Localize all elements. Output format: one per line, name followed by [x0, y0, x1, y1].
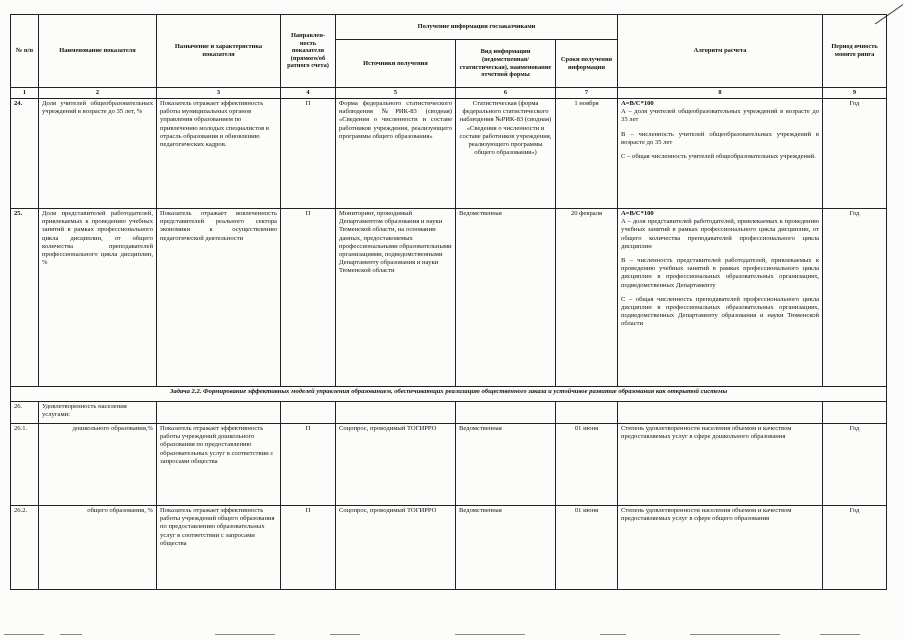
calc-algorithm [618, 99, 823, 209]
info-term: 01 июня [556, 506, 618, 590]
column-number: 1 [11, 88, 39, 99]
indicators-table [10, 14, 887, 590]
indicator-name: Удовлетворенность населения услугами: [39, 402, 157, 424]
algorithm-formula: А=В/С*100 [621, 210, 654, 217]
empty-cell [618, 402, 823, 424]
monitoring-period: Год [823, 99, 887, 209]
indicator-name: Доля представителей работодателей, привлекаемых к проведению учебных занятий в рамках профессионального цикла дисциплин, от общего количества преподавателей профессионального цикла дисциплин, % [39, 209, 157, 387]
column-number: 5 [336, 88, 456, 99]
table-row [11, 506, 887, 590]
column-number-row [11, 88, 887, 99]
algorithm-formula: А=В/С*100 [621, 100, 654, 107]
indicator-direction: П [281, 99, 336, 209]
indicator-purpose: Показатель отражает эффективность работы муниципальных органов управления образованием по привлечению молодых специалистов в отрасль образования и обновлению педагогических кадров. [157, 99, 281, 209]
info-type: Ведомственная [456, 506, 556, 590]
info-source: Соцопрос, проводимый ТОГИРРО [336, 424, 456, 506]
monitoring-period: Год [823, 424, 887, 506]
info-type: Статистическая (форма федерального статистического наблюдения №РИК-83 (сводная) «Сведения о численности и составе работников учреждения, реализующего программы общего образования») [456, 99, 556, 209]
indicator-purpose: Показатель отражает вовлеченность представителей реального сектора экономики к осуществлению педагогической деятельности [157, 209, 281, 387]
row-number: 26.2. [11, 506, 39, 590]
indicator-direction: П [281, 424, 336, 506]
indicator-purpose: Показатель отражает эффективность работы учреждений общего образования по предоставлению образовательных услуг в соответствии с запросами общества [157, 506, 281, 590]
header-num: № п/п [11, 15, 39, 88]
table-row [11, 209, 887, 387]
empty-cell [281, 402, 336, 424]
info-type: Ведомственная [456, 209, 556, 387]
empty-cell [823, 402, 887, 424]
column-number: 8 [618, 88, 823, 99]
algorithm-line: В – численность учителей общеобразовательных учреждений в возрасте до 35 лет [621, 130, 820, 146]
info-source: Мониторинг, проводимый Департаментом образования и науки Тюменской области, на основании данных, предоставляемых профессиональными образовательными организациями, подведомственными Департаменту образования и науки Тюменской области [336, 209, 456, 387]
info-term: 01 июня [556, 424, 618, 506]
info-type: Ведомственная [456, 424, 556, 506]
header-row [11, 15, 887, 40]
header-source: Источники получения [336, 40, 456, 88]
scan-footer-marks [0, 626, 905, 638]
empty-cell [336, 402, 456, 424]
header-term: Сроки получения информации [556, 40, 618, 88]
header-purpose: Назначение и характеристика показателя [157, 15, 281, 88]
monitoring-period: Год [823, 209, 887, 387]
header-info-type: Вид информации (ведомственная/ статистическая), наименование отчетной формы [456, 40, 556, 88]
info-source: Соцопрос, проводимый ТОГИРРО [336, 506, 456, 590]
empty-cell [157, 402, 281, 424]
info-source: Форма федерального статистического наблюдения №РИК-83 (сводная) «Сведения о численности и составе работников учреждения, реализующего программы общего образования» [336, 99, 456, 209]
info-term: 1 ноября [556, 99, 618, 209]
indicator-name: дошкольного образования,% [39, 424, 157, 506]
algorithm-line: С – общая численность преподавателей профессионального цикла дисциплин в профессиональных образовательных организациях, подведомственных Департаменту образования и науки Тюменской области [621, 295, 820, 328]
algorithm-line: В – численность представителей работодателей, привлекаемых к проведению учебных занятий в рамках профессионального цикла дисциплин в профессиональных образовательных организациях, подведомственных Департаменту [621, 257, 820, 289]
column-number: 6 [456, 88, 556, 99]
indicator-purpose: Показатель отражает эффективность работы учреждений дошкольного образования по предоставлению образовательных услуг в соответствии с запросами общества [157, 424, 281, 506]
indicator-direction: П [281, 209, 336, 387]
empty-cell [556, 402, 618, 424]
header-algorithm: Алгоритм расчета [618, 15, 823, 88]
row-number: 26. [11, 402, 39, 424]
indicator-name: Доля учителей общеобразовательных учреждений в возрасте до 35 лет, % [39, 99, 157, 209]
column-number: 4 [281, 88, 336, 99]
empty-cell [456, 402, 556, 424]
column-number: 9 [823, 88, 887, 99]
header-group: Получение информации госзаказчиками [336, 15, 618, 40]
column-number: 7 [556, 88, 618, 99]
column-number: 3 [157, 88, 281, 99]
table-row [11, 402, 887, 424]
task-heading-row [11, 387, 887, 402]
calc-algorithm [618, 209, 823, 387]
algorithm-line: А – доля представителей работодателей, привлекаемых к проведению учебных занятий в рамках профессионального цикла дисциплин, от общего количества преподавателей профессионального цикла дисциплин [621, 218, 820, 250]
table-row [11, 424, 887, 506]
calc-algorithm: Степень удовлетворенности населения объемом и качеством предоставляемых услуг в сфере общего образования [618, 506, 823, 590]
indicator-direction: П [281, 506, 336, 590]
indicator-name: общего образования, % [39, 506, 157, 590]
task-heading: Задача 2.2. Формирование эффективных моделей управления образованием, обеспечивающих реализацию общественного заказа и устойчивое развитие образования как открытой системы [11, 387, 887, 402]
monitoring-period: Год [823, 506, 887, 590]
header-name: Наименование показателя [39, 15, 157, 88]
table-row [11, 99, 887, 209]
row-number: 26.1. [11, 424, 39, 506]
info-term: 20 февраля [556, 209, 618, 387]
column-number: 2 [39, 88, 157, 99]
algorithm-line: А – доля учителей общеобразовательных учреждений в возрасте до 35 лет [621, 108, 820, 124]
row-number: 24. [11, 99, 39, 209]
calc-algorithm: Степень удовлетворенности населения объемом и качеством предоставляемых услуг в сфере дошкольного образования [618, 424, 823, 506]
row-number: 25. [11, 209, 39, 387]
algorithm-line: С – общая численность учителей общеобразовательных учреждений. [621, 153, 816, 161]
header-period: Период ичность монито ринга [823, 15, 887, 88]
header-direction: Направлен-ность показателя (прямого/об ратного счета) [281, 15, 336, 88]
